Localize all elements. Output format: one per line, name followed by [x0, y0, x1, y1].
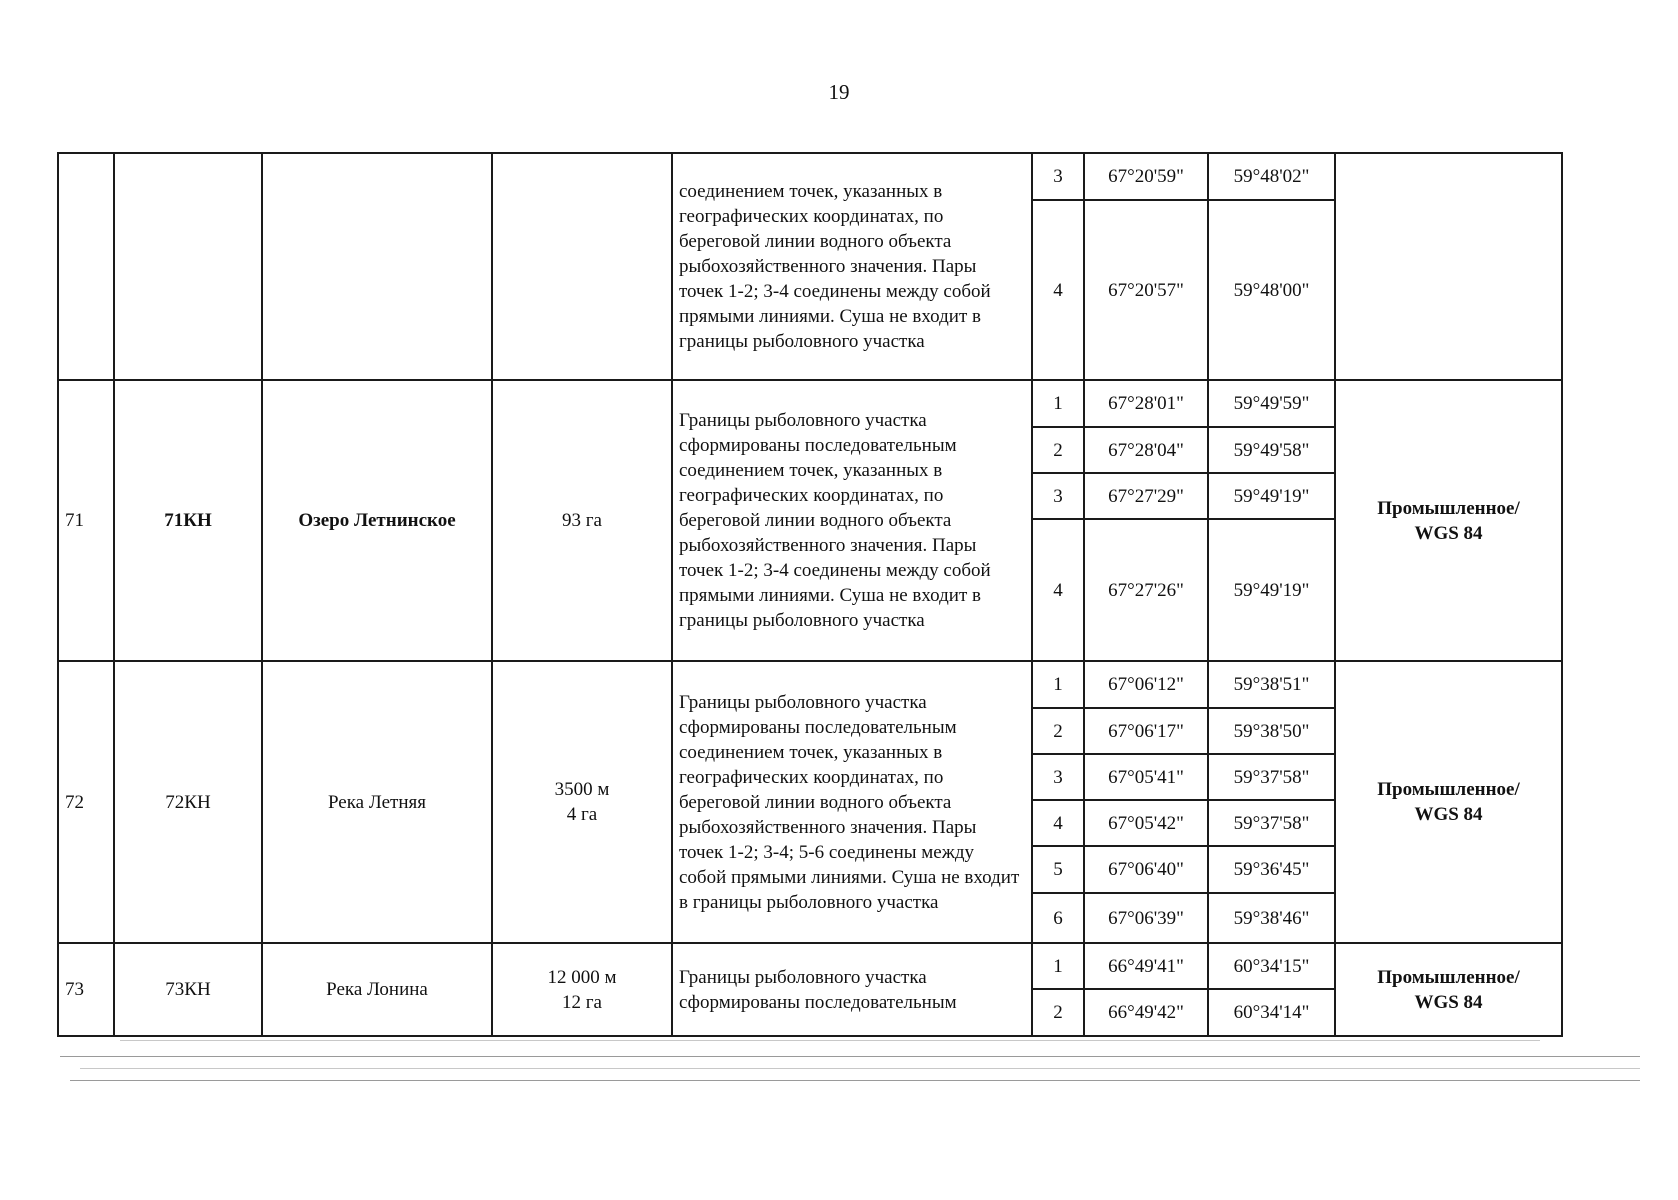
scan-artifact-line	[80, 1068, 1640, 1069]
site-code	[114, 153, 262, 380]
table-row	[58, 153, 1562, 200]
latitude-value: 67°05'41"	[1084, 754, 1208, 800]
latitude-value: 67°20'59"	[1084, 153, 1208, 200]
site-number: 73	[58, 943, 114, 1036]
table-row	[58, 943, 1562, 989]
longitude-value: 59°38'51"	[1208, 661, 1335, 708]
site-purpose	[1335, 943, 1562, 1036]
site-purpose	[1335, 380, 1562, 661]
point-number: 2	[1032, 708, 1084, 754]
longitude-value: 59°49'58"	[1208, 427, 1335, 473]
point-number: 4	[1032, 800, 1084, 846]
longitude-value: 59°48'00"	[1208, 200, 1335, 380]
site-area-line: 3500 м	[554, 779, 610, 800]
table-row	[58, 661, 1562, 708]
site-purpose	[1335, 661, 1562, 943]
longitude-value: 59°49'59"	[1208, 380, 1335, 427]
latitude-value: 67°20'57"	[1084, 200, 1208, 380]
boundary-description: Границы рыболовного участка сформированы последовательным	[672, 943, 1032, 1036]
site-purpose-line: Промышленное/	[1377, 966, 1520, 988]
table-body	[58, 153, 1562, 1036]
scan-artifact-line	[70, 1080, 1640, 1081]
site-area	[492, 661, 672, 943]
latitude-value: 66°49'42"	[1084, 989, 1208, 1036]
point-number: 5	[1032, 846, 1084, 893]
point-number: 2	[1032, 989, 1084, 1036]
site-purpose-line: WGS 84	[1414, 804, 1483, 825]
site-purpose-line: Промышленное/	[1377, 779, 1520, 800]
site-code: 73КН	[114, 943, 262, 1036]
latitude-value: 67°28'01"	[1084, 380, 1208, 427]
point-number: 1	[1032, 943, 1084, 989]
site-purpose-line: WGS 84	[1414, 522, 1483, 544]
boundary-description: Границы рыболовного участка сформированы последовательным соединением точек, указанных в географических координатах, по береговой линии водного объекта рыбохозяйственного значения. Пары точек 1-2; 3-4 соединены между собой прямыми линиями. Суша не входит в границы рыболовного участка	[672, 380, 1032, 661]
site-number	[58, 153, 114, 380]
longitude-value: 59°37'58"	[1208, 754, 1335, 800]
site-area	[492, 943, 672, 1036]
site-area-line: 4 га	[566, 804, 598, 825]
water-body-name	[262, 153, 492, 380]
latitude-value: 67°06'39"	[1084, 893, 1208, 943]
boundary-description: Границы рыболовного участка сформированы последовательным соединением точек, указанных в географических координатах, по береговой линии водного объекта рыбохозяйственного значения. Пары точек 1-2; 3-4; 5-6 соединены между собой прямыми линиями. Суша не входит в границы рыболовного участка	[672, 661, 1032, 943]
water-body-name: Река Летняя	[262, 661, 492, 943]
site-number: 71	[58, 380, 114, 661]
longitude-value: 59°49'19"	[1208, 519, 1335, 661]
table-row	[58, 380, 1562, 427]
site-code: 72КН	[114, 661, 262, 943]
point-number: 1	[1032, 661, 1084, 708]
longitude-value: 59°49'19"	[1208, 473, 1335, 519]
site-purpose-line: Промышленное/	[1377, 497, 1520, 519]
point-number: 2	[1032, 427, 1084, 473]
latitude-value: 67°05'42"	[1084, 800, 1208, 846]
site-code: 71КН	[114, 380, 262, 661]
point-number: 1	[1032, 380, 1084, 427]
site-area-line: 12 га	[562, 991, 602, 1013]
point-number: 4	[1032, 200, 1084, 380]
latitude-value: 67°28'04"	[1084, 427, 1208, 473]
site-area	[492, 380, 672, 661]
site-purpose-line: WGS 84	[1414, 991, 1483, 1013]
scan-artifact-line	[120, 1040, 1540, 1041]
longitude-value: 60°34'14"	[1208, 989, 1335, 1036]
water-body-name: Озеро Летнинское	[262, 380, 492, 661]
longitude-value: 59°38'50"	[1208, 708, 1335, 754]
longitude-value: 59°38'46"	[1208, 893, 1335, 943]
site-purpose	[1335, 153, 1562, 380]
point-number: 3	[1032, 754, 1084, 800]
latitude-value: 67°06'17"	[1084, 708, 1208, 754]
point-number: 3	[1032, 473, 1084, 519]
latitude-value: 67°06'12"	[1084, 661, 1208, 708]
point-number: 4	[1032, 519, 1084, 661]
latitude-value: 66°49'41"	[1084, 943, 1208, 989]
point-number: 6	[1032, 893, 1084, 943]
scan-artifact-line	[60, 1056, 1640, 1057]
latitude-value: 67°27'26"	[1084, 519, 1208, 661]
latitude-value: 67°27'29"	[1084, 473, 1208, 519]
site-area-line: 12 000 м	[547, 966, 617, 988]
site-area	[492, 153, 672, 380]
boundary-description: соединением точек, указанных в географических координатах, по береговой линии водного объекта рыбохозяйственного значения. Пары точек 1-2; 3-4 соединены между собой прямыми линиями. Суша не входит в границы рыболовного участка	[672, 153, 1032, 380]
point-number: 3	[1032, 153, 1084, 200]
fishery-sites-table	[57, 152, 1563, 1037]
longitude-value: 59°48'02"	[1208, 153, 1335, 200]
longitude-value: 59°36'45"	[1208, 846, 1335, 893]
page-number: 19	[828, 80, 850, 104]
water-body-name: Река Лонина	[262, 943, 492, 1036]
longitude-value: 60°34'15"	[1208, 943, 1335, 989]
longitude-value: 59°37'58"	[1208, 800, 1335, 846]
latitude-value: 67°06'40"	[1084, 846, 1208, 893]
site-area-line: 93 га	[562, 510, 602, 531]
site-number: 72	[58, 661, 114, 943]
